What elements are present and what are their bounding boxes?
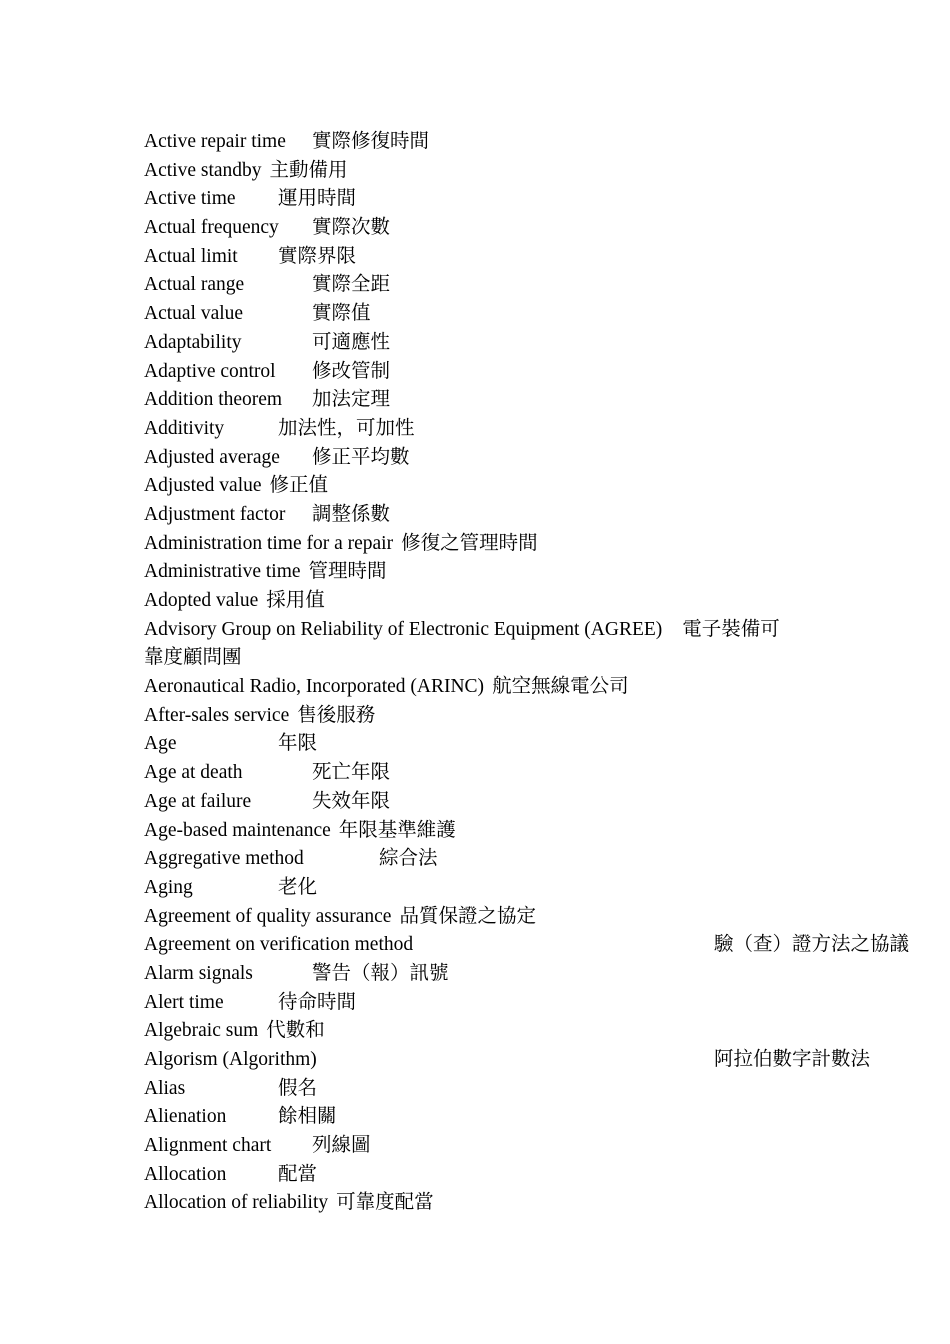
glossary-term: Active time: [144, 188, 236, 210]
glossary-translation: 採用值: [266, 590, 325, 611]
glossary-entry: [144, 1189, 794, 1218]
glossary-entry: [144, 788, 794, 817]
glossary-term: Actual range: [144, 274, 245, 296]
glossary-entry: [144, 874, 794, 903]
glossary-term: Alignment chart: [144, 1135, 272, 1157]
glossary-translation: 死亡年限: [312, 762, 391, 784]
glossary-entry: [144, 185, 794, 214]
glossary-term: Adaptive control: [144, 360, 276, 382]
glossary-translation: 修改管制: [312, 360, 391, 382]
glossary-term: Additivity: [144, 417, 225, 439]
glossary-term: Adaptability: [144, 331, 242, 353]
glossary-entry: [144, 214, 794, 243]
glossary-entry: [144, 702, 794, 731]
glossary-entry: [144, 730, 794, 759]
glossary-term: Age at death: [144, 762, 243, 784]
glossary-entry: [144, 1046, 871, 1075]
glossary-translation: 實際次數: [312, 217, 391, 239]
glossary-entry: [144, 989, 794, 1018]
glossary-translation: 電子裝備可靠度顧問團: [144, 618, 780, 669]
glossary-term: Alarm signals: [144, 962, 253, 984]
glossary-term: Active standby: [144, 159, 262, 181]
glossary-entry: [144, 386, 794, 415]
glossary-term: Agreement on verification method: [144, 934, 414, 956]
glossary-entry: [144, 903, 794, 932]
glossary-entry: [144, 759, 794, 788]
glossary-translation: 可適應性: [312, 331, 391, 353]
glossary-entry: [144, 358, 794, 387]
glossary-entry: [144, 1075, 794, 1104]
glossary-term: Allocation of reliability: [144, 1192, 329, 1214]
glossary-entry: [144, 931, 910, 960]
glossary-translation: 加法定理: [312, 389, 391, 411]
glossary-term: Active repair time: [144, 131, 286, 152]
glossary-translation: 餘相關: [278, 1106, 337, 1128]
glossary-translation: 運用時間: [278, 188, 357, 210]
glossary-translation: 驗（查）證方法之協議: [714, 934, 910, 956]
glossary-entry: [144, 472, 794, 501]
glossary-translation: 老化: [278, 876, 318, 898]
glossary-entry: [144, 673, 794, 702]
glossary-translation: 實際值: [312, 303, 371, 325]
glossary-term: Adjusted value: [144, 475, 262, 497]
glossary-term: Actual value: [144, 303, 244, 325]
glossary-term: Addition theorem: [144, 389, 283, 411]
glossary-term: Alert time: [144, 991, 224, 1013]
glossary-term: Alias: [144, 1077, 186, 1099]
glossary-term: Adopted value: [144, 590, 259, 611]
glossary-entry: [144, 960, 794, 989]
glossary-term: Adjusted average: [144, 446, 280, 468]
glossary-translation: 列線圖: [312, 1135, 371, 1157]
glossary-entry: [144, 1132, 794, 1161]
glossary-entry: [144, 530, 794, 559]
glossary-term: Aging: [144, 876, 193, 898]
glossary-term: Algorism (Algorithm): [144, 1049, 317, 1071]
glossary-term: Advisory Group on Reliability of Electronic Equipment (AGREE): [144, 618, 663, 640]
glossary-translation: 配當: [278, 1163, 318, 1185]
glossary-entry: [144, 817, 794, 846]
glossary-term: Agreement of quality assurance: [144, 905, 392, 927]
glossary-term: Age at failure: [144, 790, 252, 812]
glossary-term: Adjustment factor: [144, 503, 286, 525]
glossary-entry: [144, 243, 794, 272]
glossary-entry: [144, 1161, 794, 1190]
glossary-translation: 實際界限: [278, 245, 357, 267]
glossary-term: Age-based maintenance: [144, 819, 331, 841]
glossary-translation: 實際修復時間: [312, 131, 430, 152]
glossary-entry: [144, 587, 794, 616]
glossary-term: Actual frequency: [144, 217, 279, 239]
glossary-translation: 加法性，可加性: [278, 417, 415, 439]
glossary-entry: [144, 1103, 794, 1132]
glossary-term: Age: [144, 733, 177, 755]
glossary-translation: 假名: [278, 1077, 318, 1099]
glossary-translation: 管理時間: [308, 561, 387, 583]
glossary-term: Administrative time: [144, 561, 301, 583]
glossary-translation: 阿拉伯數字計數法: [714, 1049, 871, 1071]
glossary-term: Allocation: [144, 1163, 227, 1185]
glossary-entry: [144, 271, 794, 300]
glossary-translation: 品質保證之協定: [399, 905, 536, 927]
glossary-translation: 警告（報）訊號: [312, 962, 449, 984]
glossary-translation: 售後服務: [297, 704, 376, 726]
glossary-entry: [144, 444, 794, 473]
glossary-entry: [144, 157, 794, 186]
glossary-entry: [144, 329, 794, 358]
glossary-term: Aggregative method: [144, 848, 304, 870]
glossary-translation: 修正平均數: [312, 446, 410, 468]
glossary-translation: 航空無線電公司: [492, 676, 629, 698]
glossary-translation: 代數和: [266, 1020, 325, 1042]
glossary-translation: 調整係數: [312, 503, 391, 525]
glossary-term: Administration time for a repair: [144, 532, 394, 554]
glossary-entry: [144, 558, 794, 587]
glossary-list: [144, 128, 910, 1218]
glossary-translation: 待命時間: [278, 991, 357, 1013]
glossary-translation: 可靠度配當: [336, 1192, 434, 1214]
glossary-term: Alienation: [144, 1106, 227, 1128]
glossary-translation: 實際全距: [312, 274, 391, 296]
glossary-entry: [144, 300, 794, 329]
glossary-entry: [144, 845, 794, 874]
glossary-term: Actual limit: [144, 245, 238, 267]
glossary-translation: 修復之管理時間: [401, 532, 538, 554]
glossary-translation: 主動備用: [269, 159, 348, 181]
glossary-translation: 失效年限: [312, 790, 391, 812]
glossary-translation: 年限: [278, 733, 318, 755]
glossary-term: Aeronautical Radio, Incorporated (ARINC): [144, 676, 485, 698]
glossary-term: Algebraic sum: [144, 1020, 259, 1042]
glossary-entry: [144, 501, 794, 530]
glossary-entry: [144, 128, 794, 157]
glossary-entry: [144, 616, 794, 673]
glossary-translation: 年限基準維護: [338, 819, 456, 841]
glossary-term: After-sales service: [144, 704, 290, 726]
glossary-translation: 綜合法: [379, 848, 438, 870]
glossary-entry: [144, 415, 794, 444]
glossary-translation: 修正值: [269, 475, 329, 497]
glossary-entry: [144, 1017, 794, 1046]
